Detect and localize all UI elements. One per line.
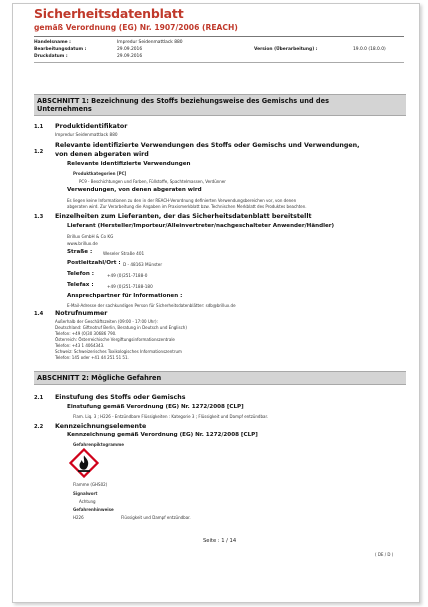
s21-classification: Flam. Liq. 3 ; H226 - Entzündbare Flüssigkeiten : Kategorie 3 ; Flüssigkeit und Dampf entzündbar.: [73, 414, 269, 419]
s12-heading-line2: von denen abgeraten wird: [55, 151, 149, 158]
section-1-title-line2: Unternehmens: [37, 105, 92, 113]
s12-text-line2: abgeraten wird. Zur Verarbeitung die Angaben im Praxismerkblatt bzw. Technischen Merkblatt des Produktes beachten.: [67, 204, 307, 209]
s12-text-line1: Es liegen keine Informationen zu den in der REACH-Verordnung definierten Verwendungsbereichen vor, von denen: [67, 198, 297, 203]
telefon-value: +49 (0)251-7188-0: [107, 273, 148, 278]
plz-value: D - 48163 Münster: [123, 262, 163, 267]
header-rule: [34, 36, 404, 37]
telefon-label: Telefon :: [67, 271, 95, 277]
plz-label: Postleitzahl/Ort :: [67, 260, 121, 266]
company-web: www.brillux.de: [67, 241, 98, 246]
druck-value: 29.09.2016: [117, 54, 143, 59]
s12-subheading-advised-against: Verwendungen, von denen abgeraten wird: [67, 187, 202, 193]
handelsname-label: Handelsname :: [34, 40, 71, 45]
s12-pc9: PC9 - Beschichtungen und Farben, Füllstoffe, Spachtelmassen, Verdünner: [79, 179, 226, 184]
notruf-line: Außerhalb der Geschäftszeiten (09:00 - 17:00 Uhr):: [55, 319, 158, 324]
ansprechpartner-heading: Ansprechpartner für Informationen :: [67, 293, 183, 299]
notruf-line: Telefon: +49 (0)30 30686 790.: [55, 331, 117, 336]
version-label: Version (Überarbeitung) :: [254, 47, 318, 52]
hazard-heading: Gefahrenhinweise: [73, 507, 114, 512]
pictogram-caption: Flamme (GHS02): [73, 482, 108, 487]
s14-number: 1.4: [34, 311, 44, 317]
signal-heading: Signalwort: [73, 491, 98, 496]
telefax-value: +49 (0)251-7188-180: [107, 284, 153, 289]
strasse-label: Straße :: [67, 249, 93, 255]
s11-number: 1.1: [34, 124, 44, 130]
s11-product: Impredur Seidenmattlack 880: [55, 132, 118, 137]
hazard-code: H226: [73, 515, 84, 520]
s12-number: 1.2: [34, 149, 44, 155]
pictogram-heading: Gefahrenpiktogramme: [73, 442, 124, 447]
handelsname-value: Impredur Seidenmattlack 880: [117, 40, 183, 45]
meta-rule: [34, 62, 404, 63]
s21-subheading: Einstufung gemäß Verordnung (EG) Nr. 1272/2008 [CLP]: [67, 404, 244, 410]
druck-label: Druckdatum :: [34, 54, 68, 59]
notruf-line: Österreich: Österreichische Vergiftungsinformationszentrale: [55, 337, 175, 342]
notruf-line: Telefon: 145 oder +41 44 251 51 51.: [55, 355, 129, 360]
s14-heading: Notrufnummer: [55, 310, 108, 317]
s11-heading: Produktidentifikator: [55, 123, 128, 130]
strasse-value: Weseler Straße 401: [103, 251, 145, 256]
s22-subheading: Kennzeichnung gemäß Verordnung (EG) Nr. 1272/2008 [CLP]: [67, 432, 258, 438]
page-number: Seite : 1 / 14: [203, 538, 237, 544]
s12-subheading-uses: Relevante identifizierte Verwendungen: [67, 161, 191, 167]
document-page: [12, 3, 420, 603]
company-name: Brillux GmbH & Co KG: [67, 234, 114, 239]
s21-number: 2.1: [34, 395, 44, 401]
section-2-header: [34, 371, 406, 385]
notruf-line: Schweiz: Schweizerisches Toxikologisches Informationszentrum: [55, 349, 182, 354]
document-subtitle: gemäß Verordnung (EG) Nr. 1907/2006 (REACH): [34, 23, 238, 32]
bearbeitung-label: Bearbeitungsdatum :: [34, 47, 87, 52]
s13-heading: Einzelheiten zum Lieferanten, der das Sicherheitsdatenblatt bereitstellt: [55, 213, 312, 220]
s13-supplier-heading: Lieferant (Hersteller/Importeur/Alleinvertreter/nachgeschalteter Anwender/Händler): [67, 223, 335, 229]
s22-heading: Kennzeichnungselemente: [55, 423, 147, 430]
s13-number: 1.3: [34, 214, 44, 220]
s12-heading-line1: Relevante identifizierte Verwendungen des Stoffs oder Gemischs und Verwendungen,: [55, 142, 360, 149]
s21-heading: Einstufung des Stoffs oder Gemischs: [55, 394, 186, 401]
telefax-label: Telefax :: [67, 282, 94, 288]
section-1-title-line1: ABSCHNITT 1: Bezeichnung des Stoffs beziehungsweise des Gemischs und des: [37, 97, 330, 105]
notruf-line: Telefon: +43 1 4064343.: [55, 343, 105, 348]
version-value: 19.0.0 (18.0.0): [353, 47, 386, 52]
bearbeitung-value: 29.09.2016: [117, 47, 143, 52]
signal-value: Achtung: [79, 499, 96, 504]
s22-number: 2.2: [34, 424, 44, 430]
ansprechpartner-email: E-Mail-Adresse der sachkundigen Person für Sicherheitsdatenblätter: sdb@brillux.de: [67, 303, 236, 308]
document-title: Sicherheitsdatenblatt: [34, 6, 184, 21]
hazard-text: Flüssigkeit und Dampf entzündbar.: [121, 515, 191, 520]
section-1-header: [34, 94, 406, 116]
section-2-title: ABSCHNITT 2: Mögliche Gefahren: [37, 374, 162, 382]
ghs02-flame-icon: [69, 448, 99, 478]
language-code: ( DE / D ): [375, 552, 394, 557]
s12-product-categories: Produktkategorien [PC]: [73, 171, 127, 176]
notruf-line: Deutschland: Giftnotruf Berlin, Beratung in Deutsch und Englisch): [55, 325, 187, 330]
